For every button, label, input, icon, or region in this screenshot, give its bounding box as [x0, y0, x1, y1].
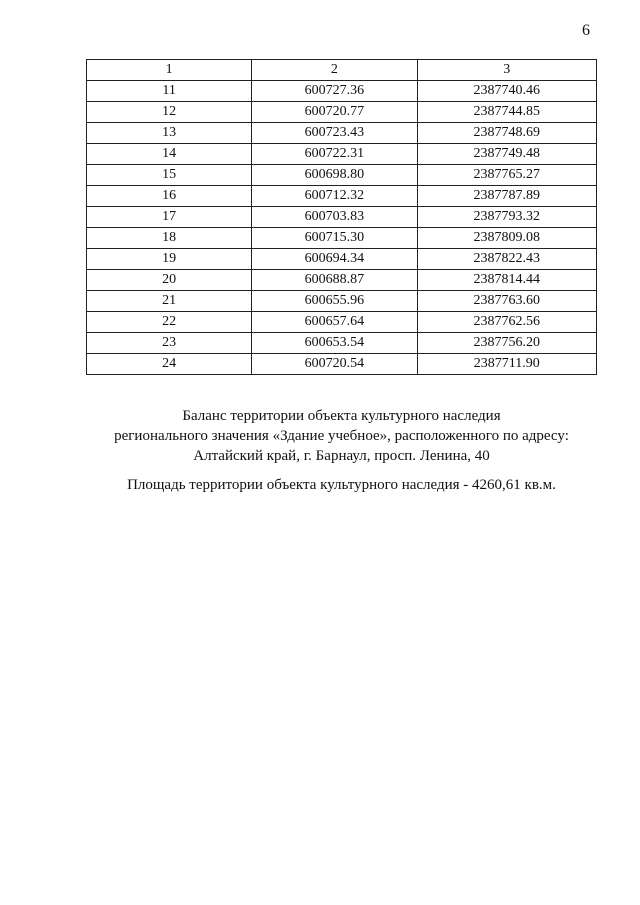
- coordinates-table: [86, 59, 597, 375]
- cell-y-coordinate: 2387711.90: [417, 354, 596, 375]
- cell-point-number: 14: [87, 144, 252, 165]
- cell-point-number: 20: [87, 270, 252, 291]
- cell-x-coordinate: 600698.80: [252, 165, 417, 186]
- cell-y-coordinate: 2387814.44: [417, 270, 596, 291]
- table-row: [87, 333, 597, 354]
- table-row: [87, 249, 597, 270]
- cell-x-coordinate: 600712.32: [252, 186, 417, 207]
- cell-point-number: 19: [87, 249, 252, 270]
- cell-x-coordinate: 600694.34: [252, 249, 417, 270]
- table-row: [87, 102, 597, 123]
- coordinates-table-body: [87, 60, 597, 375]
- cell-point-number: 13: [87, 123, 252, 144]
- table-row: [87, 165, 597, 186]
- table-row: [87, 291, 597, 312]
- cell-x-coordinate: 600722.31: [252, 144, 417, 165]
- cell-point-number: 18: [87, 228, 252, 249]
- column-header-y: 3: [417, 60, 596, 81]
- balance-heading-line-2: регионального значения «Здание учебное», расположенного по адресу:: [114, 428, 569, 444]
- table-row: [87, 354, 597, 375]
- table-header-row: [87, 60, 597, 81]
- cell-point-number: 11: [87, 81, 252, 102]
- cell-x-coordinate: 600653.54: [252, 333, 417, 354]
- cell-y-coordinate: 2387740.46: [417, 81, 596, 102]
- cell-y-coordinate: 2387822.43: [417, 249, 596, 270]
- cell-y-coordinate: 2387749.48: [417, 144, 596, 165]
- cell-y-coordinate: 2387763.60: [417, 291, 596, 312]
- cell-y-coordinate: 2387748.69: [417, 123, 596, 144]
- cell-point-number: 22: [87, 312, 252, 333]
- table-row: [87, 144, 597, 165]
- table-row: [87, 81, 597, 102]
- table-row: [87, 228, 597, 249]
- table-row: [87, 186, 597, 207]
- page-number: 6: [582, 22, 590, 39]
- cell-y-coordinate: 2387744.85: [417, 102, 596, 123]
- cell-x-coordinate: 600720.77: [252, 102, 417, 123]
- cell-point-number: 15: [87, 165, 252, 186]
- table-row: [87, 123, 597, 144]
- table-row: [87, 312, 597, 333]
- cell-point-number: 17: [87, 207, 252, 228]
- table-row: [87, 270, 597, 291]
- balance-heading-line-3: Алтайский край, г. Барнаул, просп. Ленина, 40: [193, 448, 490, 464]
- cell-x-coordinate: 600727.36: [252, 81, 417, 102]
- cell-point-number: 24: [87, 354, 252, 375]
- column-header-x: 2: [252, 60, 417, 81]
- cell-x-coordinate: 600720.54: [252, 354, 417, 375]
- cell-point-number: 21: [87, 291, 252, 312]
- balance-heading-line-1: Баланс территории объекта культурного наследия: [182, 408, 501, 424]
- cell-point-number: 16: [87, 186, 252, 207]
- cell-y-coordinate: 2387762.56: [417, 312, 596, 333]
- cell-x-coordinate: 600723.43: [252, 123, 417, 144]
- balance-heading: [86, 406, 597, 466]
- cell-point-number: 12: [87, 102, 252, 123]
- cell-y-coordinate: 2387787.89: [417, 186, 596, 207]
- column-header-number: 1: [87, 60, 252, 81]
- cell-y-coordinate: 2387793.32: [417, 207, 596, 228]
- cell-y-coordinate: 2387756.20: [417, 333, 596, 354]
- cell-y-coordinate: 2387809.08: [417, 228, 596, 249]
- table-row: [87, 207, 597, 228]
- cell-x-coordinate: 600657.64: [252, 312, 417, 333]
- cell-x-coordinate: 600703.83: [252, 207, 417, 228]
- cell-x-coordinate: 600655.96: [252, 291, 417, 312]
- cell-point-number: 23: [87, 333, 252, 354]
- cell-x-coordinate: 600688.87: [252, 270, 417, 291]
- area-statement: Площадь территории объекта культурного наследия - 4260,61 кв.м.: [127, 477, 556, 493]
- cell-y-coordinate: 2387765.27: [417, 165, 596, 186]
- cell-x-coordinate: 600715.30: [252, 228, 417, 249]
